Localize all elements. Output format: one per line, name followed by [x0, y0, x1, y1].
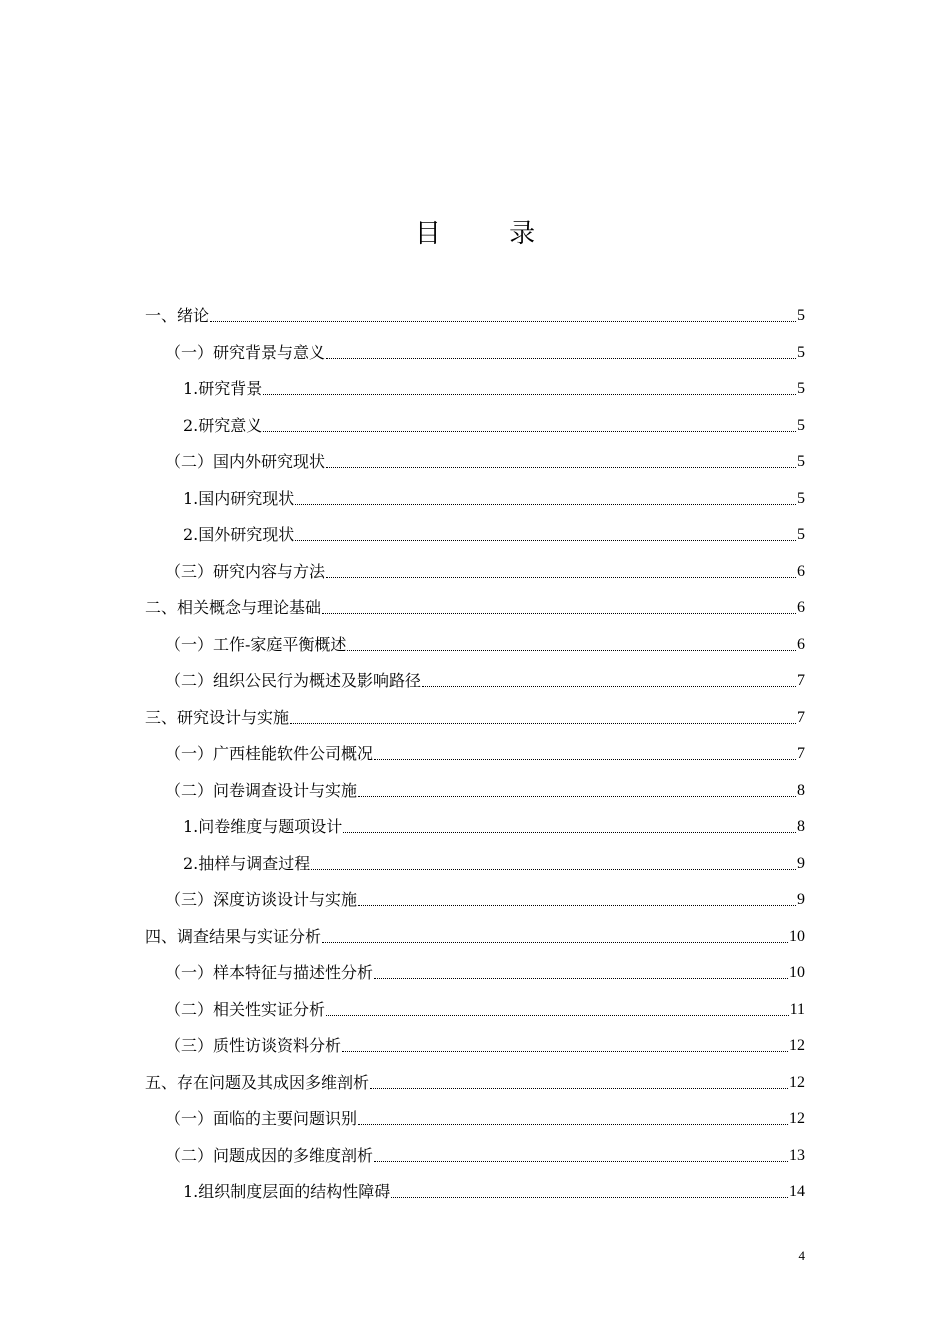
toc-dot-leader: [322, 942, 788, 943]
toc-entry-page: 12: [789, 1110, 805, 1127]
toc-entry[interactable]: [183, 815, 805, 837]
toc-dot-leader: [326, 1015, 789, 1016]
toc-entry-page: 10: [789, 964, 805, 981]
toc-entry[interactable]: [183, 377, 805, 399]
toc-entry-label: 1.国内研究现状: [183, 488, 295, 508]
toc-entry[interactable]: [165, 1107, 805, 1129]
toc-entry[interactable]: [165, 779, 805, 801]
toc-entry-page: 6: [797, 635, 805, 653]
toc-dot-leader: [342, 1051, 788, 1052]
toc-entry[interactable]: [165, 742, 805, 764]
toc-dot-leader: [358, 796, 796, 797]
toc-entry-label: （一）研究背景与意义: [165, 342, 326, 362]
toc-entry[interactable]: [145, 596, 805, 618]
toc-dot-leader: [326, 467, 796, 468]
toc-entry[interactable]: [183, 487, 805, 509]
toc-entry[interactable]: [165, 998, 805, 1020]
toc-dot-leader: [311, 869, 796, 870]
toc-entry-page: 12: [789, 1073, 805, 1091]
toc-dot-leader: [290, 723, 796, 724]
toc-entry-page: 5: [797, 343, 805, 361]
toc-entry-page: 7: [797, 672, 805, 689]
toc-dot-leader: [358, 905, 796, 906]
toc-entry-label: 四、调查结果与实证分析: [145, 926, 322, 946]
toc-dot-leader: [347, 650, 796, 651]
toc-dot-leader: [374, 1161, 788, 1162]
toc-entry-page: 5: [797, 453, 805, 470]
toc-entry[interactable]: [145, 925, 805, 947]
toc-dot-leader: [370, 1088, 788, 1089]
toc-entry-label: （一）样本特征与描述性分析: [165, 963, 374, 982]
toc-dot-leader: [322, 613, 796, 614]
toc-entry-label: 1.研究背景: [183, 379, 263, 398]
toc-entry[interactable]: [145, 304, 805, 326]
toc-entry-page: 5: [797, 416, 805, 434]
toc-dot-leader: [391, 1197, 788, 1198]
toc-entry-label: （一）广西桂能软件公司概况: [165, 744, 374, 763]
toc-entry[interactable]: [183, 1180, 805, 1202]
toc-dot-leader: [210, 321, 796, 322]
toc-entry-page: 9: [797, 854, 805, 872]
toc-dot-leader: [422, 686, 796, 687]
toc-entry-label: （一）工作-家庭平衡概述: [165, 634, 347, 654]
toc-entry-label: （二）相关性实证分析: [165, 999, 326, 1019]
toc-entry[interactable]: [165, 560, 805, 582]
toc-entry-page: 5: [797, 489, 805, 507]
toc-entry-page: 13: [789, 1146, 805, 1164]
toc-entry[interactable]: [165, 888, 805, 910]
toc-entry-label: 1.问卷维度与题项设计: [183, 817, 343, 836]
toc-entry-page: 14: [789, 1183, 805, 1200]
toc-dot-leader: [295, 504, 796, 505]
toc-entry-page: 8: [797, 818, 805, 835]
toc-entry-page: 7: [797, 708, 805, 726]
toc-entry-label: （三）质性访谈资料分析: [165, 1036, 342, 1055]
toc-entry-page: 5: [797, 307, 805, 324]
toc-entry-label: （二）组织公民行为概述及影响路径: [165, 671, 422, 690]
toc-entry-label: 1.组织制度层面的结构性障碍: [183, 1182, 391, 1201]
toc-entry-page: 6: [797, 562, 805, 580]
toc-entry[interactable]: [165, 633, 805, 655]
toc-entry[interactable]: [165, 341, 805, 363]
toc-entry-label: 2.抽样与调查过程: [183, 853, 311, 873]
toc-dot-leader: [374, 759, 796, 760]
page-number: 4: [798, 1248, 805, 1263]
toc-entry-page: 10: [789, 927, 805, 945]
page-title: 目 录: [414, 219, 566, 250]
toc-entry-page: 9: [797, 891, 805, 908]
toc-dot-leader: [263, 431, 796, 432]
toc-entry[interactable]: [183, 852, 805, 874]
toc-entry-page: 5: [797, 380, 805, 397]
toc-entry-label: 2.研究意义: [183, 415, 263, 435]
toc-entry-page: 8: [797, 781, 805, 799]
toc-dot-leader: [358, 1124, 788, 1125]
toc-entry[interactable]: [145, 1071, 805, 1093]
toc-entry-page: 6: [797, 599, 805, 616]
toc-entry-page: 12: [789, 1037, 805, 1054]
toc-entry-label: （二）问题成因的多维度剖析: [165, 1145, 374, 1165]
toc-dot-leader: [374, 978, 788, 979]
toc-entry-page: 7: [797, 745, 805, 762]
toc-entry-label: 三、研究设计与实施: [145, 707, 290, 727]
toc-entry-label: （二）国内外研究现状: [165, 452, 326, 471]
toc-entry-label: （三）深度访谈设计与实施: [165, 890, 358, 909]
toc-entry[interactable]: [183, 414, 805, 436]
toc-dot-leader: [263, 394, 796, 395]
toc-entry[interactable]: [183, 523, 805, 545]
toc-entry[interactable]: [145, 706, 805, 728]
toc-entry-label: 一、绪论: [145, 306, 210, 325]
toc-entry[interactable]: [165, 961, 805, 983]
toc-dot-leader: [326, 577, 796, 578]
toc-entry-label: （三）研究内容与方法: [165, 561, 326, 581]
toc-entry[interactable]: [165, 1034, 805, 1056]
toc-entry[interactable]: [165, 669, 805, 691]
toc-dot-leader: [343, 832, 796, 833]
toc-entry[interactable]: [165, 1144, 805, 1166]
toc-entry-label: 2.国外研究现状: [183, 525, 295, 544]
toc-entry-label: 五、存在问题及其成因多维剖析: [145, 1072, 370, 1092]
toc-dot-leader: [326, 358, 796, 359]
toc-entry[interactable]: [165, 450, 805, 472]
toc-entry-page: 11: [789, 1000, 805, 1018]
toc-entry-page: 5: [797, 526, 805, 543]
toc-entry-label: （一）面临的主要问题识别: [165, 1109, 358, 1128]
toc-entry-label: 二、相关概念与理论基础: [145, 598, 322, 617]
toc-dot-leader: [295, 540, 796, 541]
toc-entry-label: （二）问卷调查设计与实施: [165, 780, 358, 800]
